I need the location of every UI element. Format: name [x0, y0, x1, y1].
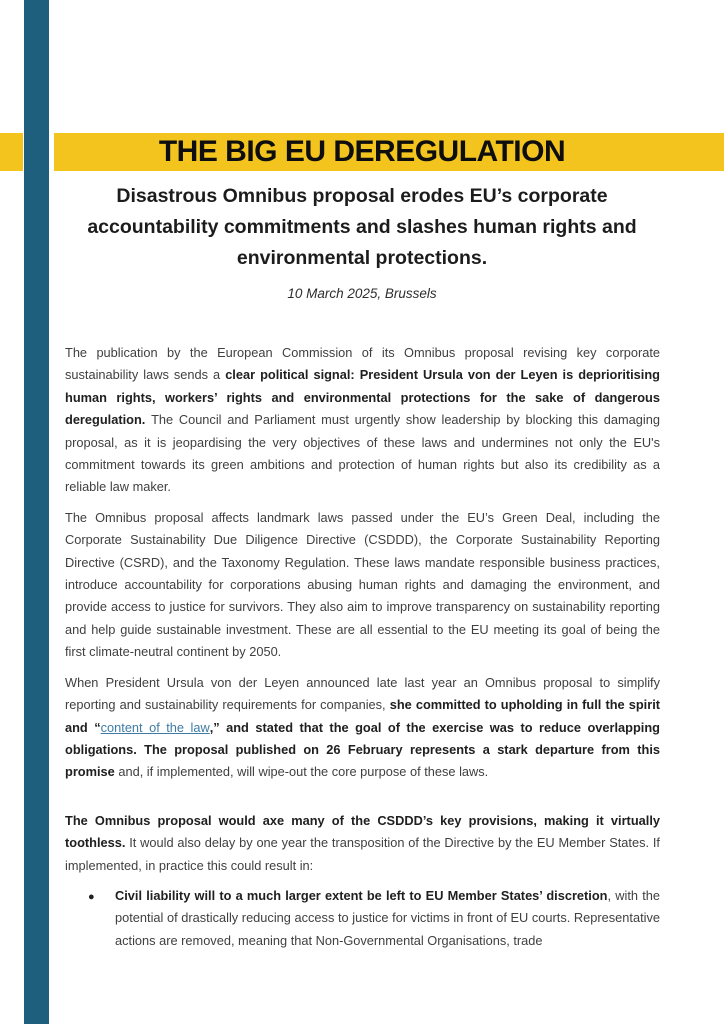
bullet-icon: ●: [88, 890, 95, 903]
text-run: she committed to upholding in full the spirit and “: [65, 697, 661, 735]
left-accent-bar-outline: [23, 0, 54, 1024]
text-run: The Council and Parliament must urgently show leadership by blocking this damaging proposal, as it is jeopardising the very objectives of these laws and undermines not only the EU's commitment towards its green ambitions and protection of human rights but also its credibility as a reliable law maker.: [65, 412, 660, 495]
document-body: [65, 342, 660, 952]
text-run: The Omnibus proposal affects landmark laws passed under the EU’s Green Deal, including the Corporate Sustainability Due Diligence Directive (CSDDD), the Corporate Sustainability Reporting Directive (CSRD), and the Taxonomy Regulation. These laws mandate responsible business practices, introduce accountability for corporations abusing human rights and damaging the environment, and provide access to justice for survivors. They also aim to improve transparency on sustainability reporting and help guide sustainable investment. These are all essential to the EU meeting its goal of being the first climate-neutral continent by 2050.: [65, 509, 660, 660]
bullet-text: [115, 888, 660, 948]
text-run: ,” and stated that the goal of the exercise was to reduce overlapping obligations. The proposal published on 26 February represents a stark departure from this promise: [65, 719, 660, 780]
text-run: The Omnibus proposal would axe many of the CSDDD’s key provisions, making it virtually toothless.: [65, 812, 660, 851]
text-run: clear political signal: President Ursula von der Leyen is deprioritising human rights, workers’ rights and environmental protections for the sake of dangerous deregulation.: [65, 367, 660, 428]
text-run: and, if implemented, will wipe-out the core purpose of these laws.: [118, 764, 489, 780]
inline-link[interactable]: content of the law: [100, 719, 210, 735]
left-accent-bar: [24, 0, 49, 1024]
title-banner: [0, 133, 724, 171]
page-title: THE BIG EU DEREGULATION: [158, 135, 566, 168]
list-item: [65, 885, 660, 952]
text-run: Civil liability will to a much larger extent be left to EU Member States’ discretion: [115, 887, 608, 903]
paragraph-intro: [65, 342, 660, 499]
paragraph-laws: [65, 507, 660, 664]
text-run: The publication by the European Commission of its Omnibus proposal revising key corporate sustainability laws sends a: [65, 345, 660, 383]
text-run: It would also delay by one year the transposition of the Directive by the EU Member States. If implemented, in practice this could result in:: [65, 835, 660, 873]
text-run: When President Ursula von der Leyen announced late last year an Omnibus proposal to simplify reporting and sustainability requirements for companies,: [65, 674, 660, 713]
dateline: 10 March 2025, Brussels: [287, 286, 437, 301]
consequence-list: [65, 885, 660, 952]
paragraph-promise: [65, 672, 660, 784]
paragraph-csddd: [65, 810, 660, 877]
text-run: , with the potential of drastically reducing access to justice for victims in front of EU courts. Representative actions are removed, meaning that Non-Governmental Organisations, trade: [115, 887, 660, 948]
subtitle: Disastrous Omnibus proposal erodes EU’s corporate accountability commitments and slashes human rights and environmental protections.: [87, 185, 637, 269]
